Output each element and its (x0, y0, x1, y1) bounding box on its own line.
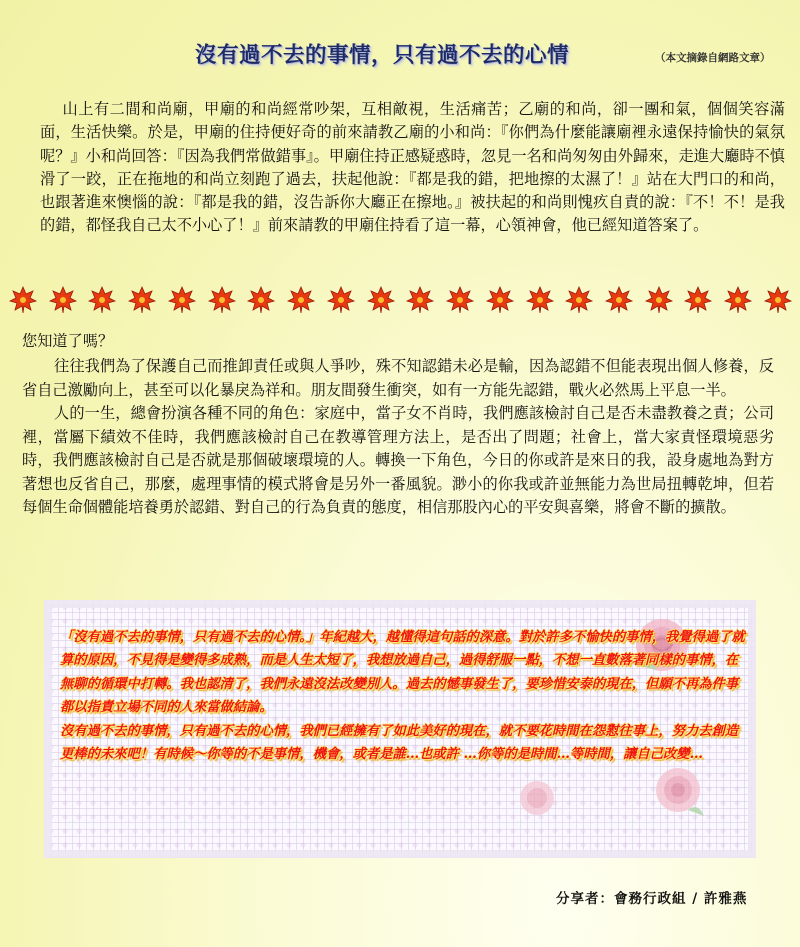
maple-leaf-icon (564, 285, 594, 315)
title-row (0, 38, 800, 72)
reflection-paragraph: 人的一生，總會扮演各種不同的角色：家庭中，當子女不肖時，我們應該檢討自己是否未盡教養之責；公司裡，當屬下績效不佳時，我們應該檢討自己在教導管理方法上，是否出了問題；社會上，當大家責怪環境惡劣時，我們應該檢討自己是否就是那個破壞環境的人。轉換一下角色，今日的你或許是來日的我，設身處地為對方著想也反省自己，那麼，處理事情的模式將會是另外一番風貌。渺小的你我或許並無能力為世局扭轉乾坤，但若每個生命個體能培養勇於認錯、對自己的行為負責的態度，相信那股內心的平安與喜樂，將會不斷的擴散。 (22, 404, 774, 516)
maple-leaf-icon (405, 285, 435, 315)
reflection-section (22, 355, 774, 520)
maple-leaf-icon (127, 285, 157, 315)
reflection-paragraph: 往往我們為了保護自己而推卸責任或與人爭吵，殊不知認錯未必是輸，因為認錯不但能表現出個人修養，反省自己激勵向上，甚至可以化暴戾為祥和。朋友間發生衝突，如有一方能先認錯，戰火必然馬上平息一半。 (22, 357, 774, 399)
maple-leaf-icon (48, 285, 78, 315)
quote-text (60, 626, 750, 766)
maple-leaf-icon (286, 285, 316, 315)
story-text: 山上有二間和尚廟，甲廟的和尚經常吵架，互相敵視，生活痛苦；乙廟的和尚，卻一團和氣，個個笑容滿面，生活快樂。於是，甲廟的住持便好奇的前來請教乙廟的小和尚：『你們為什麼能讓廟裡永遠保持愉快的氣氛呢？』小和尚回答：『因為我們常做錯事』。甲廟住持正感疑惑時，忽見一名和尚匆匆由外歸來，走進大廳時不慎滑了一跤，正在拖地的和尚立刻跑了過去，扶起他說：『都是我的錯，把地擦的太濕了！』站在大門口的和尚，也跟著進來懊惱的說：『都是我的錯，沒告訴你大廳正在擦地。』被扶起的和尚則愧疚自責的說：『不！不！是我的錯，都怪我自己太不小心了！』前來請教的甲廟住持看了這一幕，心領神會，他已經知道答案了。 (40, 100, 785, 235)
maple-leaf-icon (326, 285, 356, 315)
maple-leaf-icon (366, 285, 396, 315)
story-paragraph (40, 98, 785, 238)
quote-paragraph: 沒有過不去的事情，只有過不去的心情，我們已經擁有了如此美好的現在，就不要花時間在怨懟往事上，努力去創造更棒的未來吧！有時候～你等的不是事情，機會，或者是誰…也或許 …你等的是時間…等時間，讓自己改變… (60, 723, 739, 763)
maple-leaf-icon (246, 285, 276, 315)
rose-icon (514, 775, 560, 821)
rose-icon (648, 760, 708, 820)
maple-leaf-icon (763, 285, 793, 315)
maple-leaf-icon (87, 285, 117, 315)
page-title: 沒有過不去的事情，只有過不去的心情 (195, 43, 570, 68)
maple-leaf-icon (525, 285, 555, 315)
maple-leaf-icon (167, 285, 197, 315)
maple-leaf-icon (604, 285, 634, 315)
maple-leaf-icon (723, 285, 753, 315)
maple-leaf-icon (207, 285, 237, 315)
maple-leaf-icon (445, 285, 475, 315)
maple-leaf-icon (644, 285, 674, 315)
sharer-credit: 分享者：會務行政組 / 許雅燕 (556, 891, 748, 907)
maple-leaf-icon (485, 285, 515, 315)
source-note: （本文摘錄自網路文章） (655, 52, 771, 64)
reflection-heading: 您知道了嗎？ (22, 332, 114, 350)
flower-divider (8, 284, 793, 316)
quote-box (44, 600, 756, 858)
maple-leaf-icon (683, 285, 713, 315)
quote-paragraph: 「沒有過不去的事情，只有過不去的心情。」年紀越大，越懂得這句話的深意。對於許多不愉快的事情，我覺得過了就算的原因，不見得是變得多成熟，而是人生太短了，我想放過自己，過得舒服一點，不想一直數落著同樣的事情，在無聊的循環中打轉。我也認清了，我們永遠沒法改變別人。過去的憾事發生了，要珍惜安泰的現在，但願不再為件事都以指責立場不同的人來當做結論。 (60, 630, 745, 716)
maple-leaf-icon (8, 285, 38, 315)
